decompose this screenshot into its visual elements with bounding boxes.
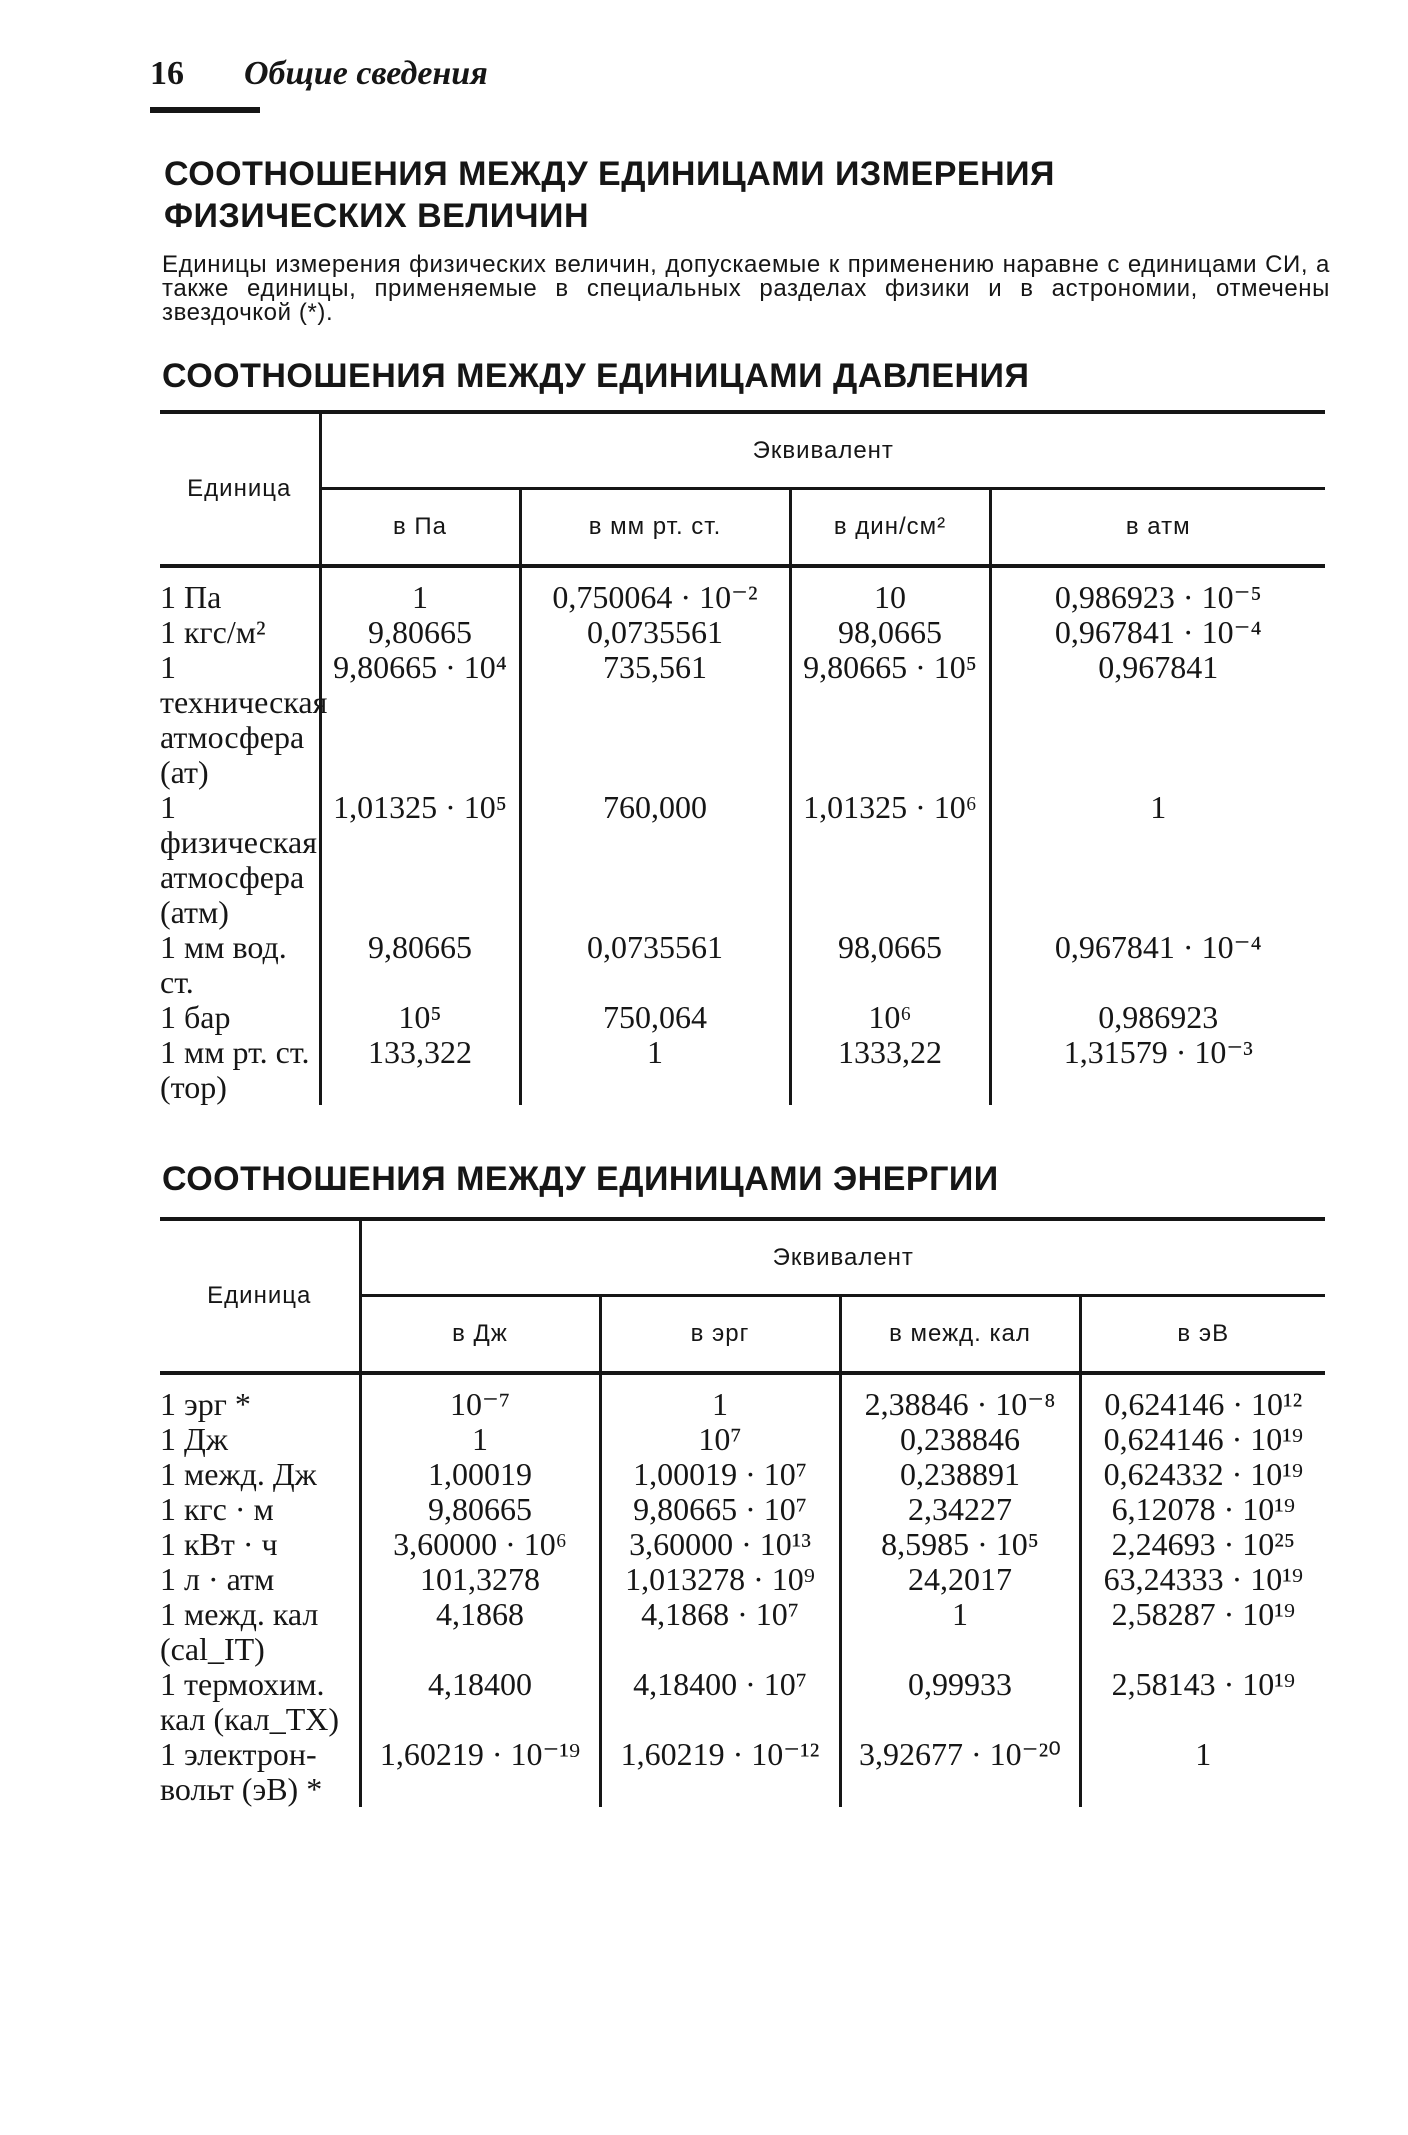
value-cell: 0,624146 · 10¹²: [1080, 1387, 1325, 1422]
value-cell: 9,80665 · 10⁷: [600, 1492, 840, 1527]
energy-table-row: [160, 1457, 1325, 1492]
pressure-table-row: [160, 930, 1325, 1000]
value-cell: 63,24333 · 10¹⁹: [1080, 1562, 1325, 1597]
value-cell: 1: [320, 580, 520, 615]
energy-table-row: [160, 1562, 1325, 1597]
value-cell: 0,967841 · 10⁻⁴: [990, 930, 1325, 1000]
unit-cell: 1 мм рт. ст. (тор): [160, 1034, 310, 1105]
value-cell: 10⁻⁷: [360, 1387, 600, 1422]
energy-table-row: [160, 1422, 1325, 1457]
value-cell: 1,31579 · 10⁻³: [990, 1035, 1325, 1105]
value-cell: 735,561: [520, 650, 790, 790]
pressure-unit-header: Единица: [187, 475, 292, 502]
value-cell: 4,18400: [360, 1667, 600, 1737]
energy-table-row: [160, 1737, 1325, 1807]
value-cell: 4,1868: [360, 1597, 600, 1667]
value-cell: 10⁷: [600, 1422, 840, 1457]
value-cell: 1: [360, 1422, 600, 1457]
value-cell: 2,58287 · 10¹⁹: [1080, 1597, 1325, 1667]
energy-title: СООТНОШЕНИЯ МЕЖДУ ЕДИНИЦАМИ ЭНЕРГИИ: [162, 1160, 999, 1198]
pressure-table-row: [160, 650, 1325, 790]
value-cell: 760,000: [520, 790, 790, 930]
value-cell: 0,986923 · 10⁻⁵: [990, 580, 1325, 615]
pressure-col-header: в атм: [990, 489, 1325, 566]
unit-cell: 1 физическая атмосфера (атм): [160, 789, 317, 930]
value-cell: 3,60000 · 10¹³: [600, 1527, 840, 1562]
value-cell: 1: [520, 1035, 790, 1105]
value-cell: 0,238891: [840, 1457, 1080, 1492]
value-cell: 0,99933: [840, 1667, 1080, 1737]
intro-paragraph: Единицы измерения физических величин, допускаемые к применению наравне с единицами СИ, а также единицы, применяемые в специальных разделах физики и в астрономии, отмечены звездочкой (*).: [162, 251, 1330, 326]
value-cell: 9,80665: [360, 1492, 600, 1527]
value-cell: 3,60000 · 10⁶: [360, 1527, 600, 1562]
unit-cell: 1 кгс · м: [160, 1491, 274, 1527]
main-title-line-1: СООТНОШЕНИЯ МЕЖДУ ЕДИНИЦАМИ ИЗМЕРЕНИЯ: [164, 155, 1055, 193]
value-cell: 4,1868 · 10⁷: [600, 1597, 840, 1667]
energy-table-row: [160, 1597, 1325, 1667]
value-cell: 0,624146 · 10¹⁹: [1080, 1422, 1325, 1457]
value-cell: 1,013278 · 10⁹: [600, 1562, 840, 1597]
header-rule: [150, 107, 260, 113]
value-cell: 2,58143 · 10¹⁹: [1080, 1667, 1325, 1737]
value-cell: 10⁵: [320, 1000, 520, 1035]
pressure-table: [160, 410, 1325, 1105]
energy-col-header: в межд. кал: [840, 1296, 1080, 1373]
value-cell: 750,064: [520, 1000, 790, 1035]
value-cell: 1333,22: [790, 1035, 990, 1105]
value-cell: 1: [990, 790, 1325, 930]
value-cell: 0,0735561: [520, 615, 790, 650]
value-cell: 133,322: [320, 1035, 520, 1105]
page: [150, 55, 1330, 1807]
pressure-col-header: в мм рт. ст.: [520, 489, 790, 566]
value-cell: 9,80665: [320, 930, 520, 1000]
unit-cell: 1 межд. кал (cal_IT): [160, 1596, 319, 1667]
running-title: Общие сведения: [244, 55, 488, 92]
value-cell: 2,34227: [840, 1492, 1080, 1527]
unit-cell: 1 мм вод. ст.: [160, 929, 287, 1000]
main-title: [164, 153, 1330, 237]
unit-cell: 1 термохим. кал (кал_ТХ): [160, 1666, 339, 1737]
energy-col-header: в эрг: [600, 1296, 840, 1373]
value-cell: 0,624332 · 10¹⁹: [1080, 1457, 1325, 1492]
value-cell: 8,5985 · 10⁵: [840, 1527, 1080, 1562]
value-cell: 1,01325 · 10⁵: [320, 790, 520, 930]
pressure-table-row: [160, 1035, 1325, 1105]
value-cell: 0,967841: [990, 650, 1325, 790]
unit-cell: 1 кВт · ч: [160, 1526, 278, 1562]
value-cell: 1: [1080, 1737, 1325, 1807]
value-cell: 2,24693 · 10²⁵: [1080, 1527, 1325, 1562]
value-cell: 9,80665 · 10⁴: [320, 650, 520, 790]
energy-table: [160, 1217, 1325, 1807]
energy-table-row: [160, 1667, 1325, 1737]
value-cell: 2,38846 · 10⁻⁸: [840, 1387, 1080, 1422]
pressure-table-row: [160, 790, 1325, 930]
value-cell: 9,80665 · 10⁵: [790, 650, 990, 790]
value-cell: 0,967841 · 10⁻⁴: [990, 615, 1325, 650]
value-cell: 10⁶: [790, 1000, 990, 1035]
value-cell: 98,0665: [790, 930, 990, 1000]
pressure-col-header: в дин/см²: [790, 489, 990, 566]
value-cell: 1,60219 · 10⁻¹²: [600, 1737, 840, 1807]
value-cell: 1: [840, 1597, 1080, 1667]
unit-cell: 1 Па: [160, 579, 222, 615]
energy-table-row: [160, 1492, 1325, 1527]
unit-cell: 1 бар: [160, 999, 231, 1035]
unit-cell: 1 техническая атмосфера (ат): [160, 649, 328, 790]
value-cell: 9,80665: [320, 615, 520, 650]
page-number: 16: [150, 55, 184, 92]
pressure-title: СООТНОШЕНИЯ МЕЖДУ ЕДИНИЦАМИ ДАВЛЕНИЯ: [162, 357, 1030, 395]
value-cell: 1: [600, 1387, 840, 1422]
energy-table-row: [160, 1387, 1325, 1422]
value-cell: 1,01325 · 10⁶: [790, 790, 990, 930]
energy-unit-header: Единица: [207, 1282, 312, 1309]
value-cell: 1,00019 · 10⁷: [600, 1457, 840, 1492]
value-cell: 0,238846: [840, 1422, 1080, 1457]
unit-cell: 1 Дж: [160, 1421, 228, 1457]
value-cell: 3,92677 · 10⁻²⁰: [840, 1737, 1080, 1807]
unit-cell: 1 л · атм: [160, 1561, 275, 1597]
value-cell: 1,60219 · 10⁻¹⁹: [360, 1737, 600, 1807]
value-cell: 10: [790, 580, 990, 615]
unit-cell: 1 электрон-вольт (эВ) *: [160, 1736, 323, 1807]
value-cell: 6,12078 · 10¹⁹: [1080, 1492, 1325, 1527]
value-cell: 0,750064 · 10⁻²: [520, 580, 790, 615]
pressure-table-row: [160, 1000, 1325, 1035]
pressure-table-row: [160, 580, 1325, 615]
energy-col-header: в эВ: [1080, 1296, 1325, 1373]
running-head: [150, 55, 1330, 93]
value-cell: 0,0735561: [520, 930, 790, 1000]
unit-cell: 1 межд. Дж: [160, 1456, 317, 1492]
unit-cell: 1 кгс/м²: [160, 614, 266, 650]
energy-col-header: в Дж: [360, 1296, 600, 1373]
main-title-line-2: ФИЗИЧЕСКИХ ВЕЛИЧИН: [164, 197, 590, 235]
pressure-col-header: в Па: [320, 489, 520, 566]
value-cell: 101,3278: [360, 1562, 600, 1597]
energy-equiv-header: Эквивалент: [360, 1219, 1325, 1296]
value-cell: 1,00019: [360, 1457, 600, 1492]
value-cell: 24,2017: [840, 1562, 1080, 1597]
value-cell: 98,0665: [790, 615, 990, 650]
value-cell: 0,986923: [990, 1000, 1325, 1035]
pressure-table-row: [160, 615, 1325, 650]
unit-cell: 1 эрг *: [160, 1386, 251, 1422]
value-cell: 4,18400 · 10⁷: [600, 1667, 840, 1737]
pressure-equiv-header: Эквивалент: [320, 412, 1325, 489]
energy-table-row: [160, 1527, 1325, 1562]
